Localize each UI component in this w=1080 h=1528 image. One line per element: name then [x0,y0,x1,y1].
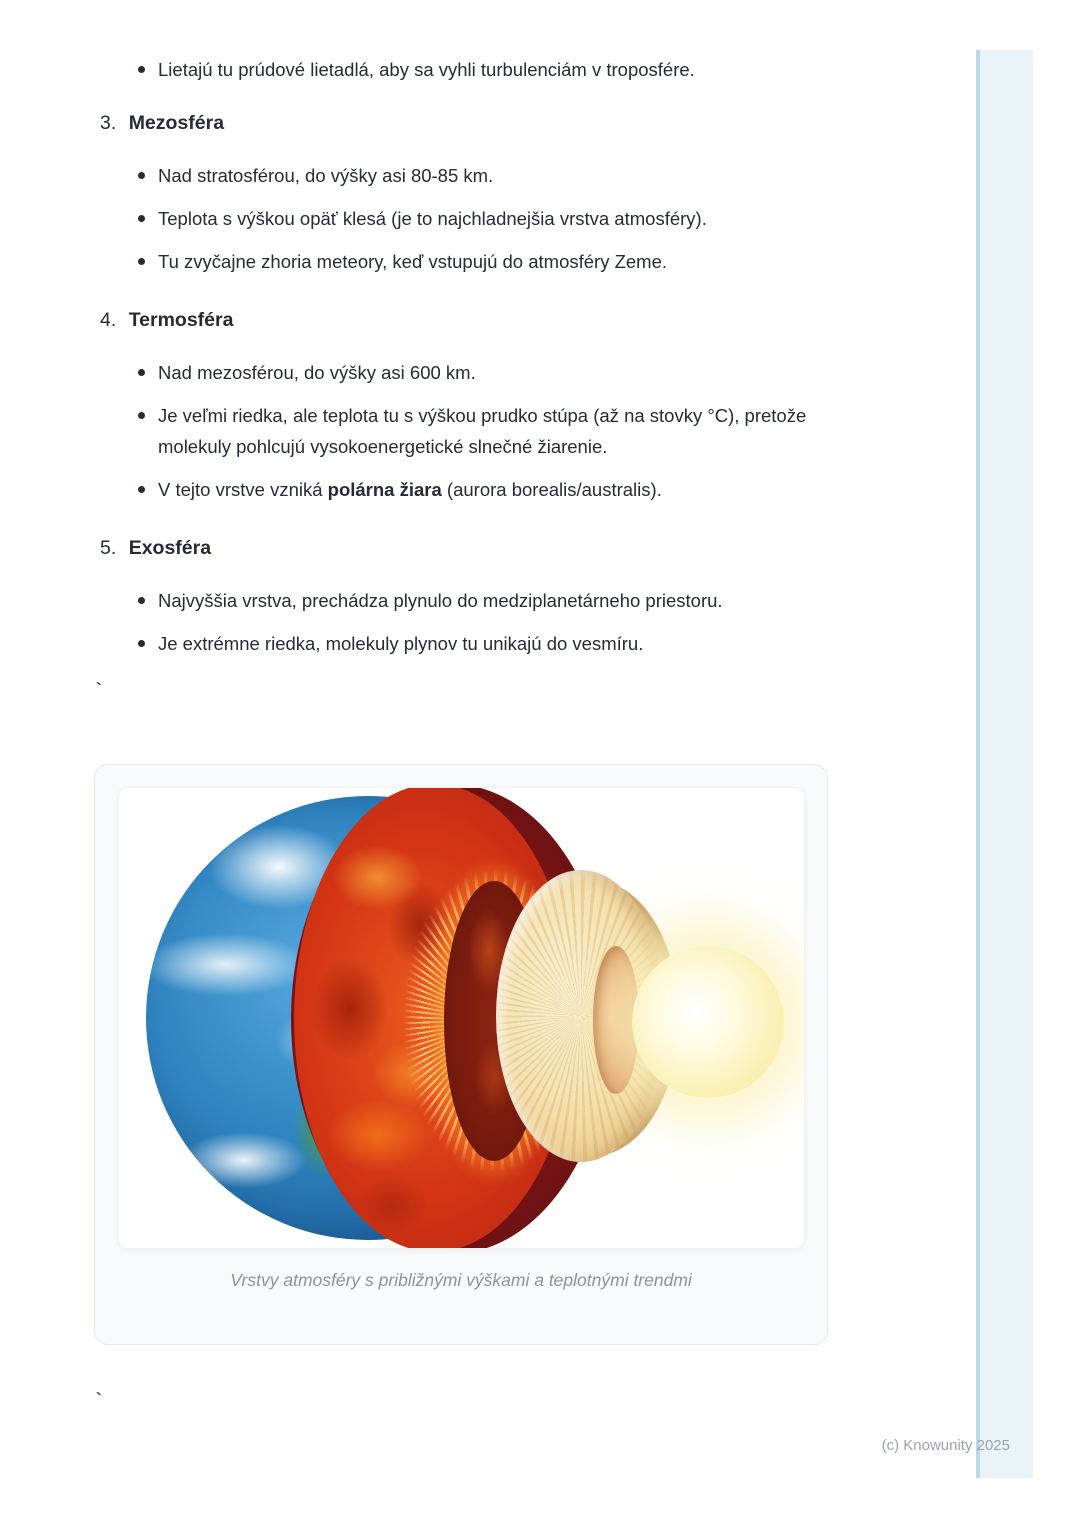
bullet-item: Teplota s výškou opäť klesá (je to najchladnejšia vrstva atmosféry). [100,203,840,234]
section-bullet-list [0,357,930,505]
section-number: 3. [100,112,117,134]
section-heading-termosfera [100,305,930,335]
bullet-text-suffix: (aurora borealis/australis). [441,479,662,500]
figure-caption: Vrstvy atmosféry s približnými výškami a teplotnými trendmi [230,1270,692,1290]
bullet-item: Tu zvyčajne zhoria meteory, keď vstupujú do atmosféry Zeme. [100,246,840,277]
section-title: Exosféra [128,537,212,559]
figure-card [94,764,828,1345]
inner-core-sphere-layer [632,946,784,1098]
bullet-item: Nad mezosférou, do výšky asi 600 km. [100,357,840,388]
bullet-item: Najvyššia vrstva, prechádza plynulo do medziplanetárneho priestoru. [100,585,840,616]
document-content [0,0,930,659]
page-accent-bar [976,50,1033,1478]
bullet-text-bold: polárna žiara [327,479,442,500]
bullet-item: Nad stratosférou, do výšky asi 80-85 km. [100,160,840,191]
section-heading-exosfera [100,533,930,563]
bullet-item: Lietajú tu prúdové lietadlá, aby sa vyhli turbulenciám v troposfére. [100,54,840,85]
section-heading-mezosfera [100,108,930,138]
section-number: 5. [100,537,117,559]
intro-bullet-list [0,54,930,85]
bullet-item: Je extrémne riedka, molekuly plynov tu unikajú do vesmíru. [100,628,840,659]
section-title: Mezosféra [128,112,225,134]
bullet-item [100,474,840,505]
section-title: Termosféra [128,309,234,331]
copyright-footer: (c) Knowunity 2025 [881,1437,1010,1454]
stray-backtick: ` [92,1390,106,1415]
section-number: 4. [100,309,117,331]
earth-layers-illustration [118,787,805,1249]
stray-backtick: ` [92,680,106,705]
bullet-text-prefix: V tejto vrstve vzniká [158,479,328,500]
section-bullet-list [0,160,930,277]
bullet-item: Je veľmi riedka, ale teplota tu s výškou prudko stúpa (až na stovky °C), pretože molekuly pohlcujú vysokoenergetické slnečné žiarenie. [100,400,818,462]
section-bullet-list [0,585,930,659]
